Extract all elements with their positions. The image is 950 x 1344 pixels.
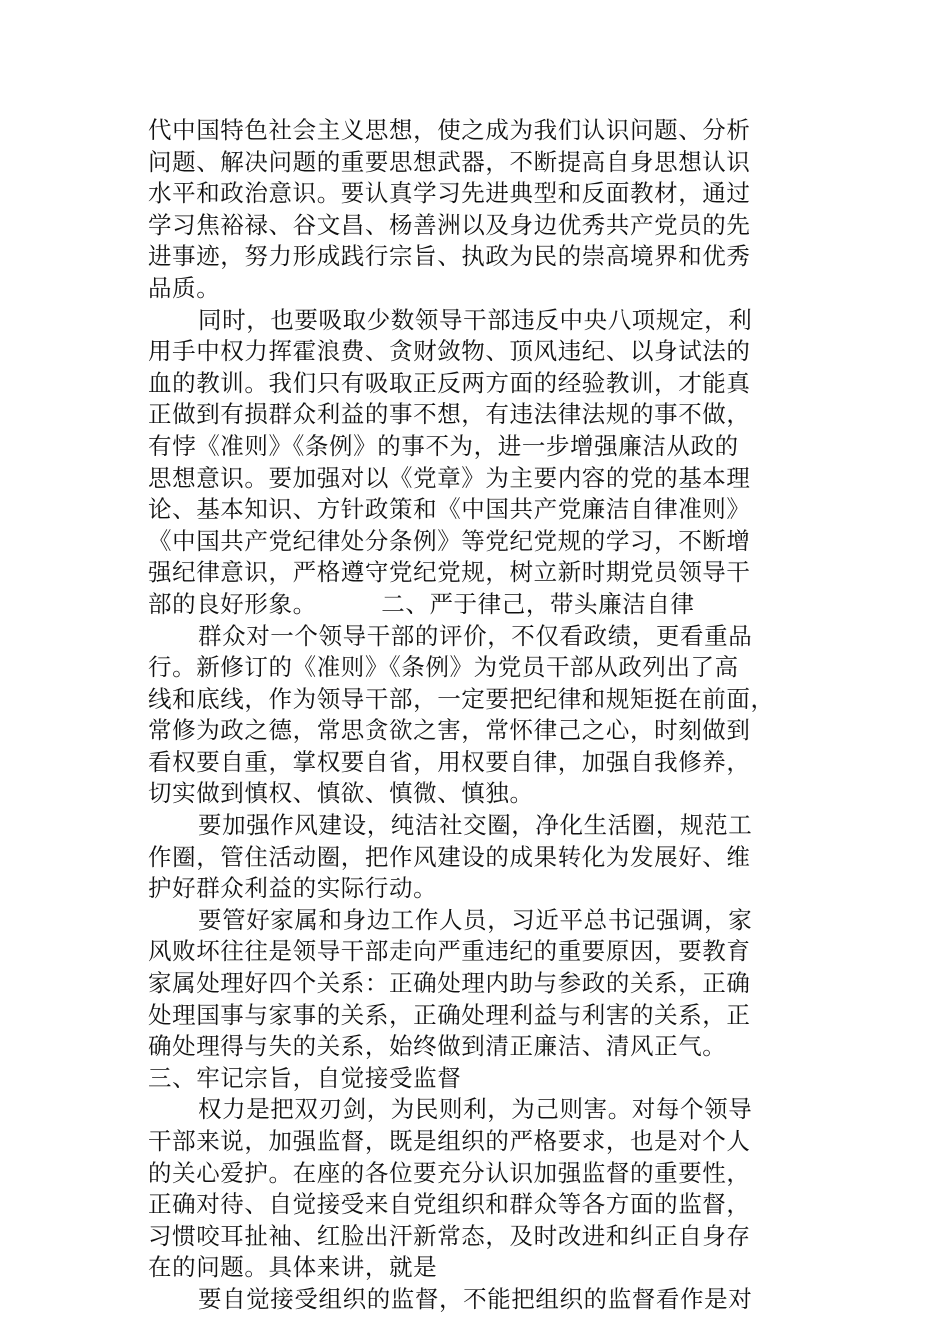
text-line: 看权要自重，掌权要自省，用权要自律，加强自我修养，: [148, 747, 751, 776]
text-line: 的关心爱护。在座的各位要充分认识加强监督的重要性，: [148, 1158, 751, 1187]
paragraph-start-line: 要加强作风建设，纯洁社交圈，净化生活圈，规范工: [198, 811, 753, 840]
paragraph-start-line: 同时，也要吸取少数领导干部违反中央八项规定，利: [198, 305, 753, 334]
section-heading-line: 部的良好形象。 二、严于律己，带头廉洁自律: [148, 589, 695, 618]
text-line: 处理国事与家事的关系，正确处理利益与利害的关系，正: [148, 1000, 751, 1029]
text-line: 切实做到慎权、慎欲、慎微、慎独。: [148, 779, 534, 808]
paragraph-start-line: 要自觉接受组织的监督，不能把组织的监督看作是对: [198, 1284, 753, 1313]
text-line: 水平和政治意识。要认真学习先进典型和反面教材，通过: [148, 179, 751, 208]
text-line: 行。新修订的《准则》《条例》为党员干部从政列出了高: [148, 653, 739, 682]
text-line: 干部来说，加强监督，既是组织的严格要求，也是对个人: [148, 1127, 751, 1155]
text-line: 正做到有损群众利益的事不想，有违法律法规的事不做，: [148, 400, 751, 429]
section-heading: 三、牢记宗旨，自觉接受监督: [148, 1063, 462, 1092]
text-line: 常修为政之德，常思贪欲之害，常怀律己之心，时刻做到: [148, 716, 751, 745]
text-line: 护好群众利益的实际行动。: [148, 874, 438, 903]
paragraph-start-line: 群众对一个领导干部的评价，不仅看政绩，更看重品: [198, 621, 753, 650]
text-line: 正确对待、自觉接受来自党组织和群众等各方面的监督，: [148, 1190, 751, 1219]
text-line: 用手中权力挥霍浪费、贪财敛物、顶风违纪、以身试法的: [148, 337, 751, 366]
text-line: 代中国特色社会主义思想，使之成为我们认识问题、分析: [148, 116, 751, 144]
text-line: 在的问题。具体来讲，就是: [148, 1253, 438, 1282]
text-line: 品质。: [148, 273, 221, 302]
paragraph-start-line: 权力是把双刃剑，为民则利，为己则害。对每个领导: [198, 1095, 753, 1124]
text-line: 作圈，管住活动圈，把作风建设的成果转化为发展好、维: [148, 842, 751, 871]
text-line: 习惯咬耳扯袖、红脸出汗新常态，及时改进和纠正自身存: [148, 1221, 751, 1250]
text-line: 学习焦裕禄、谷文昌、杨善洲以及身边优秀共产党员的先: [148, 210, 751, 239]
text-line: 确处理得与失的关系，始终做到清正廉洁、清风正气。: [148, 1032, 727, 1061]
paragraph-start-line: 要管好家属和身边工作人员，习近平总书记强调，家: [198, 905, 753, 934]
text-line: 问题、解决问题的重要思想武器，不断提高自身思想认识: [148, 147, 751, 176]
text-line: 血的教训。我们只有吸取正反两方面的经验教训，才能真: [148, 368, 751, 397]
text-line: 进事迹，努力形成践行宗旨、执政为民的崇高境界和优秀: [148, 242, 751, 271]
text-line: 家属处理好四个关系：正确处理内助与参政的关系，正确: [148, 969, 751, 998]
text-line: 论、基本知识、方针政策和《中国共产党廉洁自律准则》: [148, 495, 751, 524]
text-line: 风败坏往往是领导干部走向严重违纪的重要原因，要教育: [148, 937, 751, 966]
text-line: 有悖《准则》《条例》的事不为，进一步增强廉洁从政的: [148, 431, 739, 460]
text-line: 思想意识。要加强对以《党章》为主要内容的党的基本理: [148, 463, 751, 492]
text-line: 强纪律意识，严格遵守党纪党规，树立新时期党员领导干: [148, 558, 751, 587]
document-body: [148, 115, 798, 1316]
text-line: 线和底线，作为领导干部，一定要把纪律和规矩挺在前面，: [148, 684, 775, 713]
text-line: 《中国共产党纪律处分条例》等党纪党规的学习，不断增: [148, 526, 751, 555]
